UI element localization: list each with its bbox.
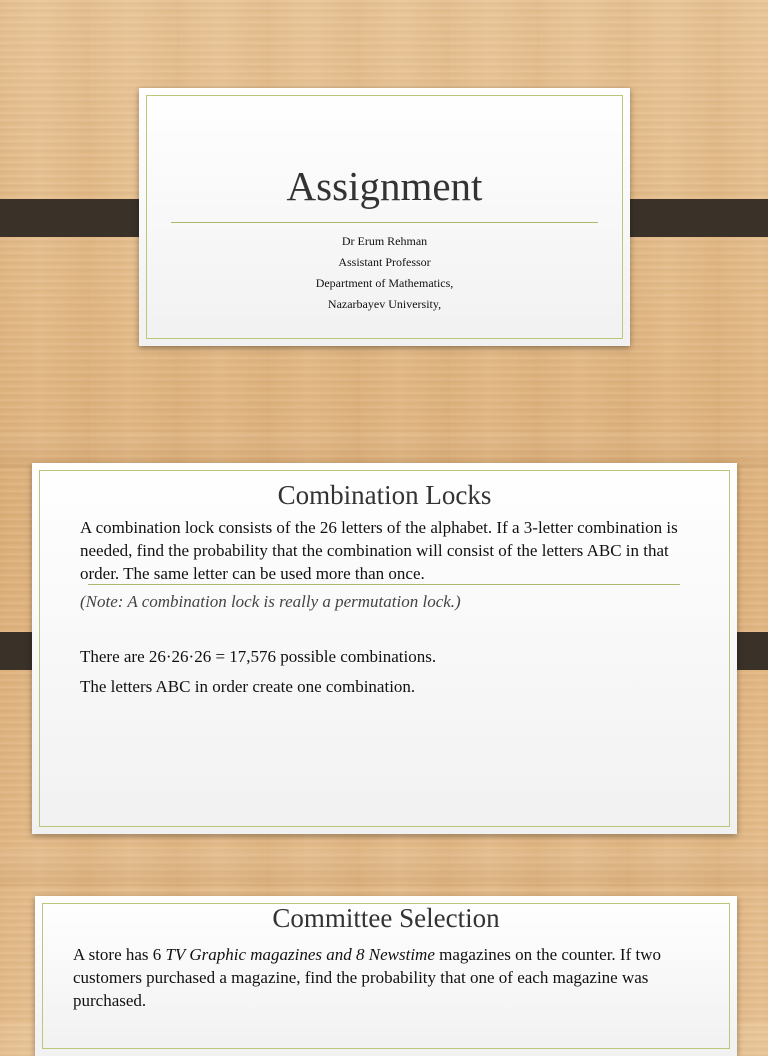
problem-text-start: A store has 6 xyxy=(73,945,166,964)
problem-paragraph xyxy=(73,943,703,1012)
slide-title xyxy=(139,88,630,346)
slide-combination-locks xyxy=(32,463,737,834)
slide-heading: Committee Selection xyxy=(272,903,500,933)
slide-heading: Combination Locks xyxy=(277,480,492,510)
title-divider xyxy=(171,222,598,223)
decorative-band-right xyxy=(613,199,768,237)
author-university: Nazarbayev University, xyxy=(327,297,442,311)
author-position: Assistant Professor xyxy=(338,255,431,269)
note-text: (Note: A combination lock is really a permutation lock.) xyxy=(80,592,461,611)
slide-committee-selection xyxy=(35,896,737,1056)
slide-title-heading: Assignment xyxy=(286,163,483,209)
problem-text-end: magazines on the counter. If two customers purchased a magazine, find the probability that one of each magazine was purchased. xyxy=(73,945,661,1010)
author-name: Dr Erum Rehman xyxy=(341,234,428,248)
problem-paragraph: A combination lock consists of the 26 letters of the alphabet. If a 3-letter combination is needed, find the probability that the combination will consist of the letters ABC in that order. The same letter can be used more than once. xyxy=(80,518,678,583)
paragraph-divider xyxy=(88,584,680,585)
solution-line-2: The letters ABC in order create one combination. xyxy=(80,677,416,696)
decorative-band-left xyxy=(0,199,155,237)
author-department: Department of Mathematics, xyxy=(315,276,454,290)
solution-line-1: There are 26·26·26 = 17,576 possible combinations. xyxy=(80,647,437,666)
desk-background-strip xyxy=(0,850,768,886)
problem-text-italic: TV Graphic magazines and 8 Newstime xyxy=(165,945,435,964)
